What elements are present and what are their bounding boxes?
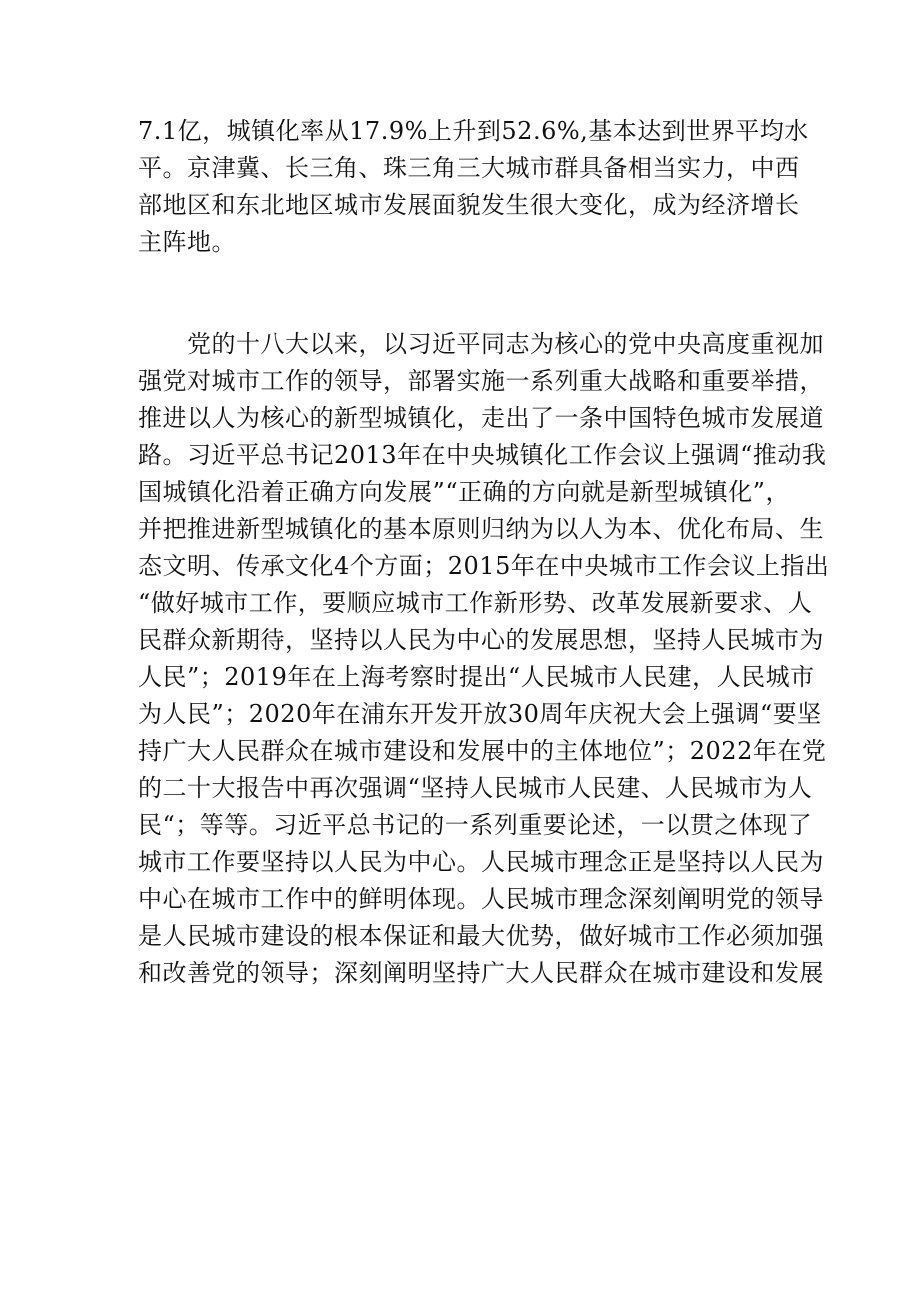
text-line: 城市工作要坚持以人民为中心。人民城市理念正是坚持以人民为 — [138, 848, 824, 876]
text-line: 为人民”；2020年在浦东开发开放30周年庆祝大会上强调“要坚 — [138, 700, 822, 728]
text-line: 是人民城市建设的根本保证和最大优势，做好城市工作必须加强 — [138, 922, 824, 950]
text-line: 态文明、传承文化4个方面；2015年在中央城市工作会议上指出 — [138, 552, 830, 580]
text-line: 路。习近平总书记2013年在中央城镇化工作会议上强调“推动我 — [138, 441, 827, 469]
text-line: 主阵地。 — [138, 228, 236, 256]
paragraph-urbanization-stats — [138, 113, 809, 261]
text-line: 民群众新期待，坚持以人民为中心的发展思想，坚持人民城市为 — [138, 626, 824, 654]
text-line: 和改善党的领导；深刻阐明坚持广大人民群众在城市建设和发展 — [138, 959, 824, 987]
text-line: 推进以人为核心的新型城镇化，走出了一条中国特色城市发展道 — [138, 404, 824, 432]
text-line: 并把推进新型城镇化的基本原则归纳为以人为本、优化布局、生 — [138, 515, 824, 543]
text-line: 平。京津冀、长三角、珠三角三大城市群具备相当实力，中西 — [138, 154, 800, 182]
text-line: 的二十大报告中再次强调“坚持人民城市人民建、人民城市为人 — [138, 774, 813, 802]
text-line: 国城镇化沿着正确方向发展”“正确的方向就是新型城镇化”， — [138, 478, 790, 506]
text-line: “做好城市工作，要顺应城市工作新形势、改革发展新要求、人 — [138, 589, 813, 617]
text-line: 民“；等等。习近平总书记的一系列重要论述，一以贯之体现了 — [138, 811, 813, 839]
text-line: 7.1亿，城镇化率从17.9%上升到52.6%,基本达到世界平均水 — [138, 117, 809, 145]
paragraph-people-city-concept — [138, 326, 830, 992]
text-line: 部地区和东北地区城市发展面貌发生很大变化，成为经济增长 — [138, 191, 800, 219]
text-line: 持广大人民群众在城市建设和发展中的主体地位”；2022年在党 — [138, 737, 827, 765]
text-line: 强党对城市工作的领导，部署实施一系列重大战略和重要举措， — [138, 367, 824, 395]
text-line: 人民”；2019年在上海考察时提出“人民城市人民建，人民城市 — [138, 663, 815, 691]
text-line: 中心在城市工作中的鲜明体现。人民城市理念深刻阐明党的领导 — [138, 885, 824, 913]
text-line: 党的十八大以来，以习近平同志为核心的党中央高度重视加 — [138, 330, 824, 358]
